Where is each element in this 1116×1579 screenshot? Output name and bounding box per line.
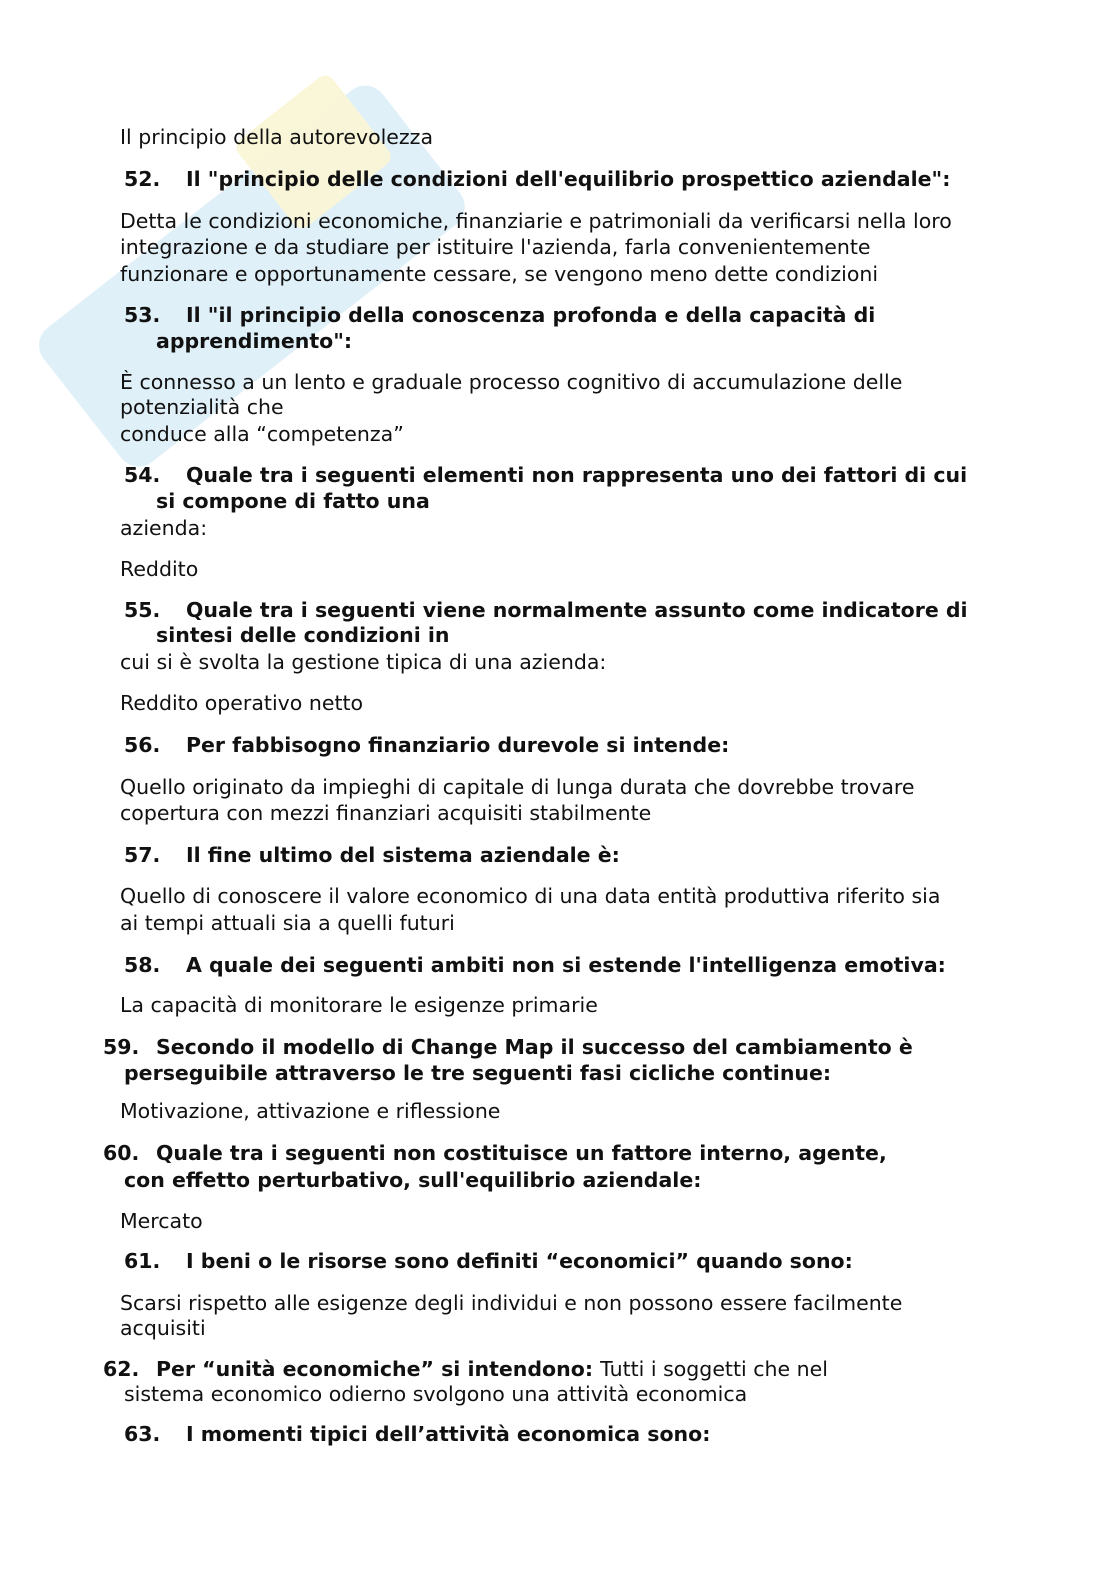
question-60 [103, 1140, 887, 1166]
question-text: Per fabbisogno finanziario durevole si intende: [186, 733, 730, 757]
question-62 [103, 1356, 828, 1382]
answer-59: Motivazione, attivazione e riflessione [120, 1099, 501, 1123]
question-number: 55. [124, 598, 161, 622]
answer-60: Mercato [120, 1209, 203, 1233]
question-55-tail: cui si è svolta la gestione tipica di una azienda: [120, 650, 607, 674]
question-63 [124, 1421, 710, 1447]
question-54-cont: si compone di fatto una [156, 489, 430, 513]
question-number: 59. [103, 1035, 140, 1059]
question-60-cont: con effetto perturbativo, sull'equilibrio aziendale: [124, 1168, 702, 1192]
question-57 [124, 842, 620, 868]
answer-52-line-3: funzionare e opportunamente cessare, se vengono meno dette condizioni [120, 262, 879, 286]
intro-answer: Il principio della autorevolezza [120, 125, 434, 149]
question-55 [124, 597, 968, 623]
question-number: 57. [124, 843, 161, 867]
answer-56-line-2: copertura con mezzi finanziari acquisiti stabilmente [120, 801, 652, 825]
question-59-cont: perseguibile attraverso le tre seguenti fasi cicliche continue: [124, 1061, 832, 1085]
answer-52-line-1: Detta le condizioni economiche, finanziarie e patrimoniali da verificarsi nella loro [120, 209, 952, 233]
question-number: 52. [124, 167, 161, 191]
question-number: 53. [124, 303, 161, 327]
question-text: Secondo il modello di Change Map il successo del cambiamento è [156, 1035, 913, 1059]
question-number: 61. [124, 1249, 161, 1273]
question-text: Il "principio delle condizioni dell'equilibrio prospettico aziendale": [186, 167, 951, 191]
question-number: 63. [124, 1422, 161, 1446]
question-53 [124, 302, 875, 328]
answer-58: La capacità di monitorare le esigenze primarie [120, 993, 598, 1017]
question-number: 58. [124, 953, 161, 977]
answer-62-line-2: sistema economico odierno svolgono una attività economica [124, 1382, 748, 1406]
answer-55: Reddito operativo netto [120, 691, 364, 715]
question-text: I momenti tipici dell’attività economica sono: [186, 1422, 711, 1446]
question-text: Per “unità economiche” si intendono: [156, 1357, 594, 1381]
answer-57-line-2: ai tempi attuali sia a quelli futuri [120, 911, 455, 935]
question-52 [124, 166, 950, 192]
question-53-cont: apprendimento": [156, 329, 353, 353]
answer-54: Reddito [120, 557, 199, 581]
answer-53-line-3: conduce alla “competenza” [120, 422, 404, 446]
answer-56-line-1: Quello originato da impieghi di capitale di lunga durata che dovrebbe trovare [120, 775, 915, 799]
question-number: 56. [124, 733, 161, 757]
answer-52-line-2: integrazione e da studiare per istituire l'azienda, farla convenientemente [120, 235, 871, 259]
question-text: Quale tra i seguenti elementi non rappresenta uno dei fattori di cui [186, 463, 968, 487]
question-text: A quale dei seguenti ambiti non si estende l'intelligenza emotiva: [186, 953, 946, 977]
answer-62-inline: Tutti i soggetti che nel [600, 1357, 828, 1381]
answer-61-line-1: Scarsi rispetto alle esigenze degli individui e non possono essere facilmente [120, 1291, 903, 1315]
question-61 [124, 1248, 853, 1274]
answer-57-line-1: Quello di conoscere il valore economico di una data entità produttiva riferito sia [120, 884, 941, 908]
question-text: Quale tra i seguenti viene normalmente assunto come indicatore di [186, 598, 968, 622]
question-54-tail: azienda: [120, 516, 208, 540]
question-number: 62. [103, 1357, 140, 1381]
question-56 [124, 732, 729, 758]
question-59 [103, 1034, 913, 1060]
question-text: I beni o le risorse sono definiti “economici” quando sono: [186, 1249, 853, 1273]
question-text: Il fine ultimo del sistema aziendale è: [186, 843, 620, 867]
question-58 [124, 952, 946, 978]
answer-53-line-1: È connesso a un lento e graduale processo cognitivo di accumulazione delle [120, 370, 903, 394]
answer-61-line-2: acquisiti [120, 1316, 206, 1340]
question-number: 60. [103, 1141, 140, 1165]
question-54 [124, 462, 967, 488]
question-55-cont: sintesi delle condizioni in [156, 623, 450, 647]
question-text: Quale tra i seguenti non costituisce un fattore interno, agente, [156, 1141, 887, 1165]
answer-53-line-2: potenzialità che [120, 395, 284, 419]
question-text: Il "il principio della conoscenza profonda e della capacità di [186, 303, 876, 327]
question-number: 54. [124, 463, 161, 487]
